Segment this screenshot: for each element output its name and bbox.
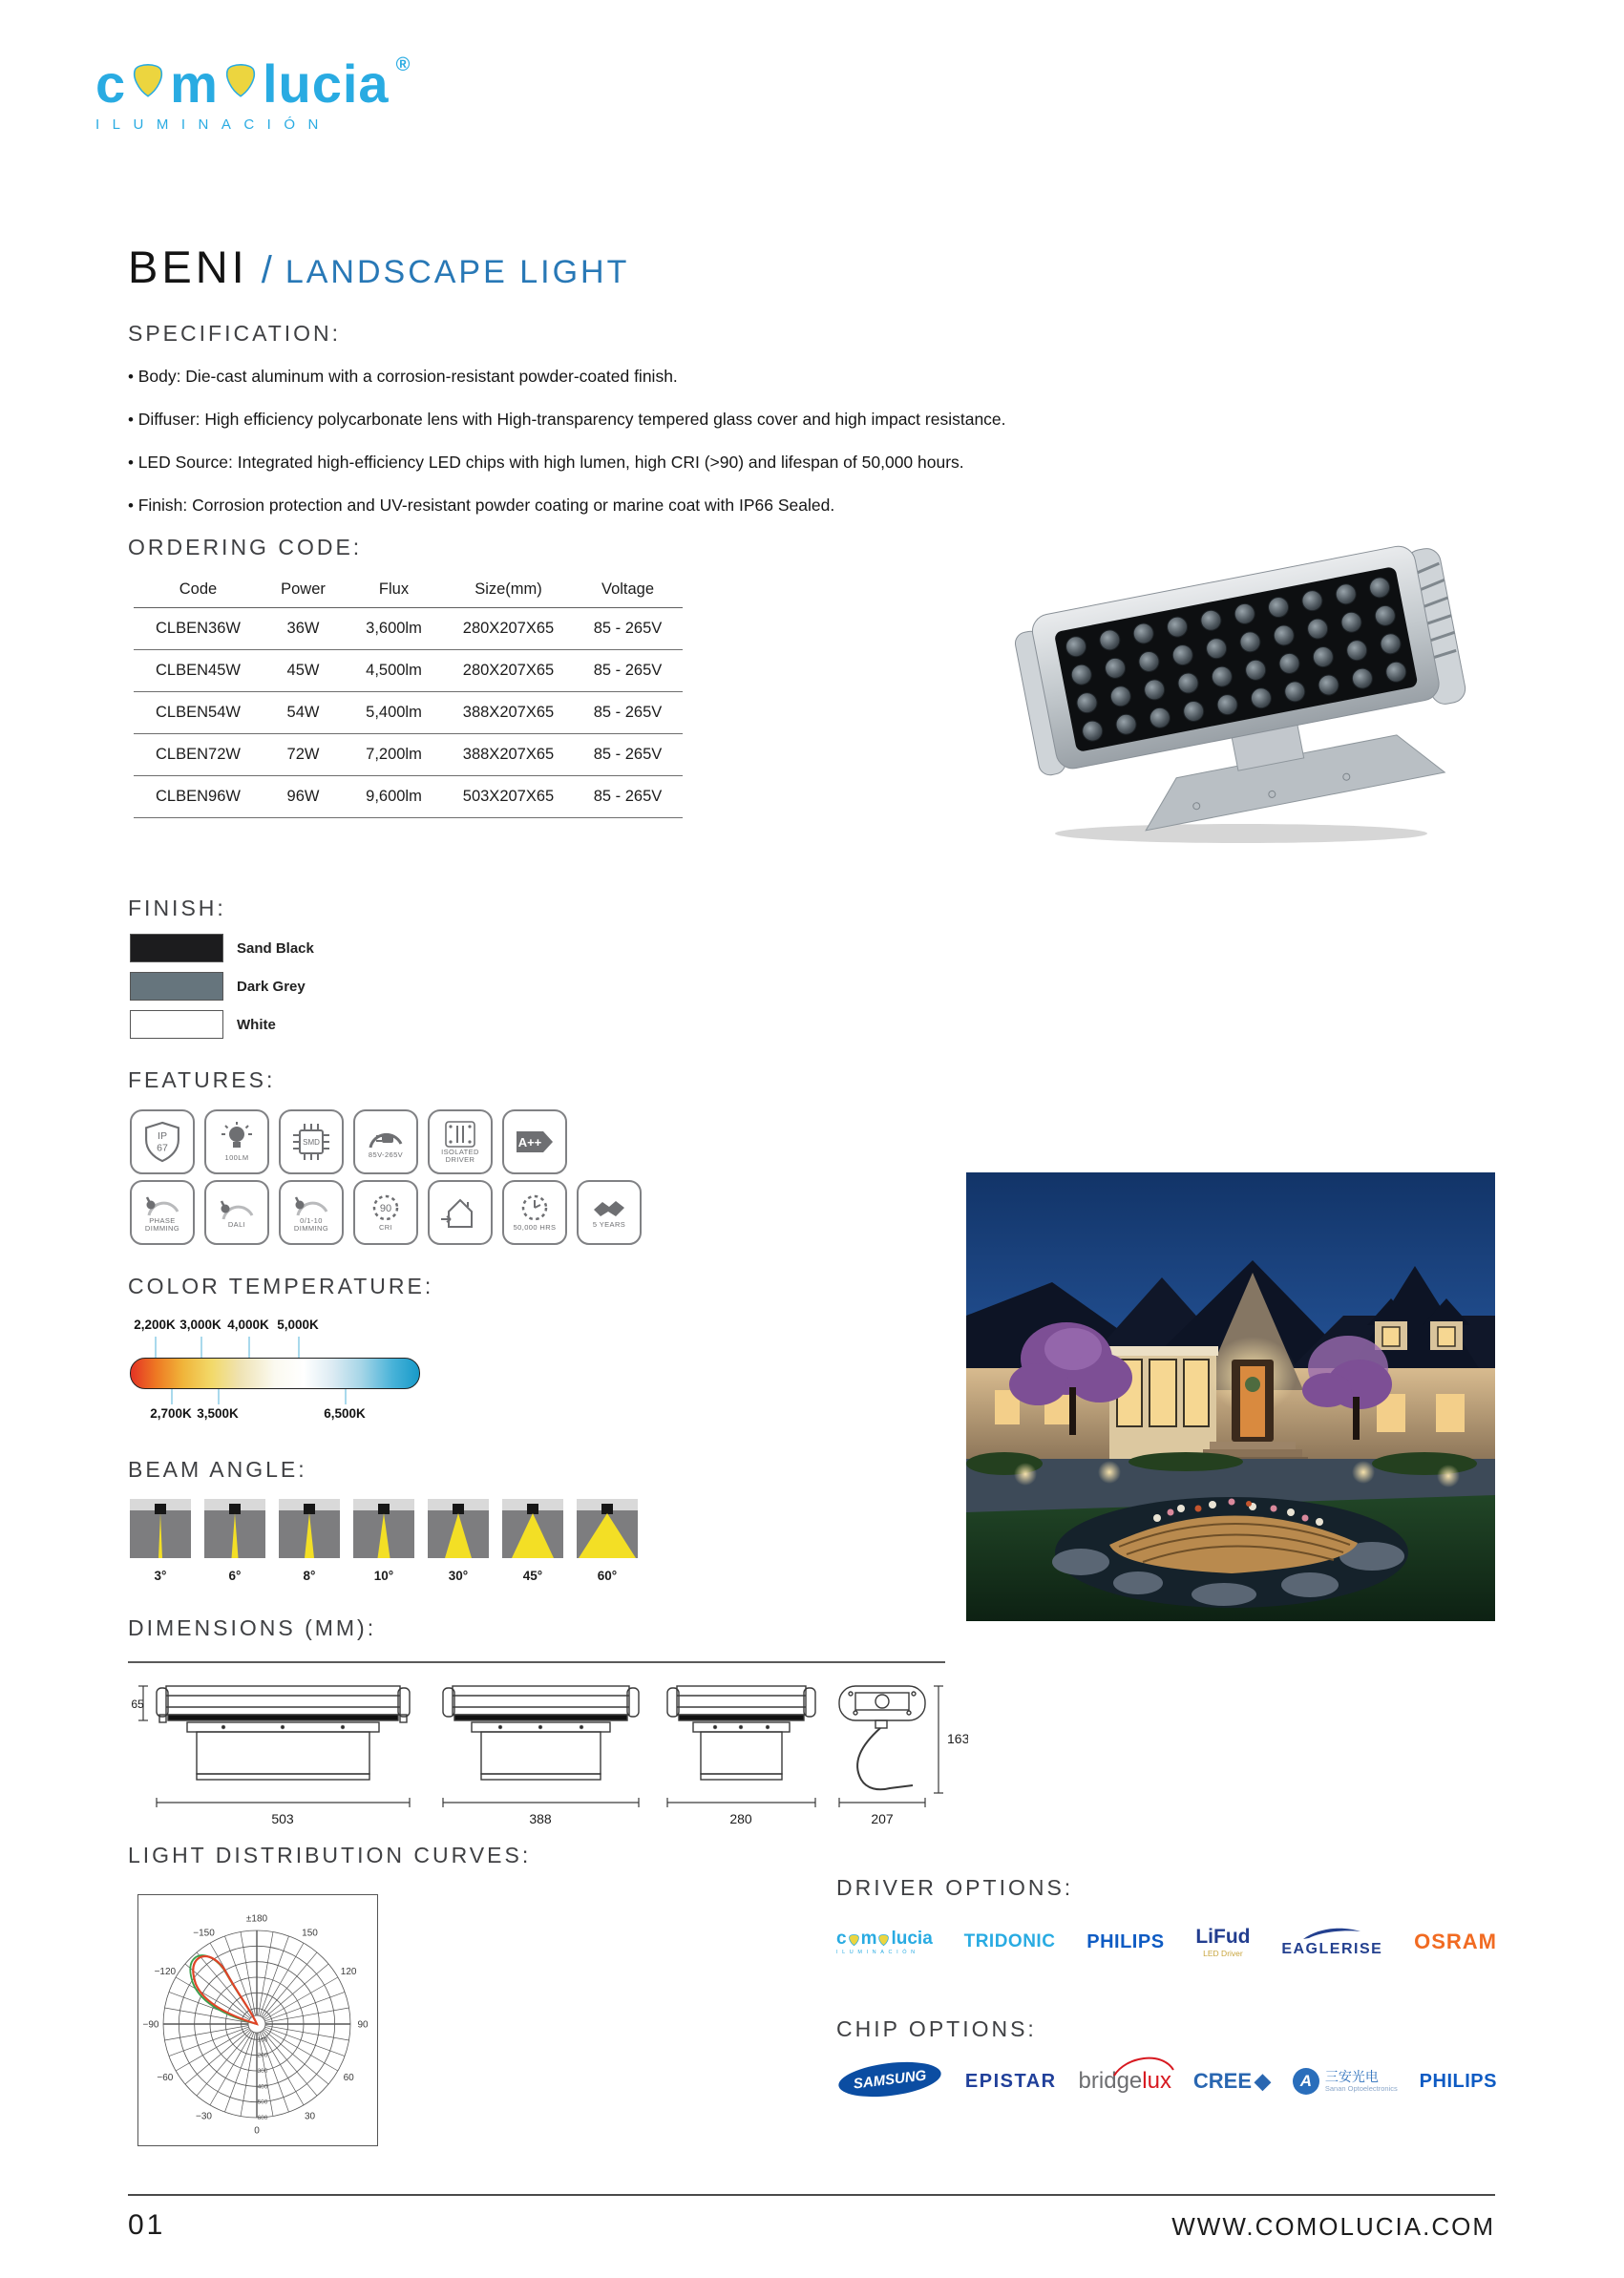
- feature-caption: 85V-265V: [368, 1150, 404, 1159]
- beam-angle-heading: BEAM ANGLE:: [128, 1457, 307, 1482]
- cell-size: 388X207X65: [444, 734, 573, 776]
- dimmer-dial-icon: [143, 1192, 181, 1217]
- chip-icon: [290, 1121, 332, 1163]
- philips-logo: PHILIPS: [1419, 2070, 1497, 2092]
- beam-label: 6°: [228, 1569, 242, 1583]
- feature-smd: [279, 1109, 344, 1174]
- cell-flux: 7,200lm: [344, 734, 444, 776]
- driver-options-logos: [836, 1911, 1497, 1972]
- swatch-label: Dark Grey: [237, 978, 306, 995]
- beam-label: 60°: [597, 1569, 618, 1583]
- beam-tile-8: [279, 1499, 340, 1558]
- cell-voltage: 85 - 265V: [573, 608, 683, 650]
- feature-cri: [353, 1180, 418, 1245]
- feature-warranty: [577, 1180, 642, 1245]
- ct-label: 3,500K: [197, 1406, 239, 1421]
- cell-code: CLBEN54W: [134, 692, 263, 734]
- svg-text:IP: IP: [158, 1129, 167, 1142]
- dim-height: 65: [131, 1698, 144, 1711]
- feature-isolated-driver: [428, 1109, 493, 1174]
- driver-options-heading: DRIVER OPTIONS:: [836, 1875, 1074, 1900]
- feature-caption: CRI: [378, 1222, 393, 1232]
- feature-caption: ISOLATED DRIVER: [441, 1147, 479, 1164]
- dim-width-b: 388: [529, 1811, 552, 1826]
- cree-diamond-icon: ◆: [1255, 2069, 1271, 2093]
- specification-list: [128, 355, 1006, 527]
- svg-text:400: 400: [257, 2083, 268, 2091]
- beam-angle-tiles: [130, 1499, 638, 1558]
- feature-caption: 0/1-10 DIMMING: [293, 1215, 329, 1233]
- ct-tick: [171, 1389, 173, 1404]
- ct-label: 4,000K: [227, 1318, 269, 1332]
- finish-options: [130, 934, 314, 1048]
- cell-power: 36W: [263, 608, 344, 650]
- dimensions-heading: DIMENSIONS (MM):: [128, 1615, 377, 1640]
- finish-heading: FINISH:: [128, 896, 226, 920]
- brand-logo-word: [95, 53, 411, 114]
- dimmer-dial-icon: [292, 1192, 330, 1217]
- product-name: BENI: [128, 242, 248, 292]
- footer-website: WWW.COMOLUCIA.COM: [1171, 2212, 1495, 2241]
- bridgelux-arc-icon: [1112, 2055, 1179, 2078]
- beam-label: 10°: [373, 1569, 394, 1583]
- specification-heading: SPECIFICATION:: [128, 321, 342, 346]
- ct-tick: [248, 1337, 250, 1358]
- swatch-white: [130, 1010, 223, 1039]
- cell-flux: 5,400lm: [344, 692, 444, 734]
- cell-voltage: 85 - 265V: [573, 776, 683, 818]
- swatch-label: Sand Black: [237, 939, 314, 957]
- ct-tick: [155, 1337, 157, 1358]
- ct-label: 6,500K: [324, 1406, 366, 1421]
- ct-tick: [200, 1337, 202, 1358]
- cree-logo: CREE ◆: [1192, 2069, 1271, 2093]
- cell-flux: 9,600lm: [344, 776, 444, 818]
- cri-circle-icon: [369, 1193, 402, 1224]
- logo-letter: m: [170, 53, 219, 114]
- finish-option: [130, 1010, 314, 1039]
- ct-label: 5,000K: [277, 1318, 319, 1332]
- features-row-2: [130, 1180, 642, 1245]
- sanan-logo: A 三安光电 Sanan Optoelectronics: [1293, 2068, 1398, 2095]
- svg-text:±180: ±180: [245, 1913, 268, 1925]
- dimensions-rule: [128, 1661, 945, 1663]
- cell-code: CLBEN72W: [134, 734, 263, 776]
- feature-voltage: [353, 1109, 418, 1174]
- house-photo: [966, 1172, 1495, 1626]
- chip-options-logos: [836, 2051, 1497, 2112]
- features-heading: FEATURES:: [128, 1067, 276, 1092]
- title-separator: /: [261, 249, 272, 291]
- osram-logo: OSRAM: [1414, 1930, 1497, 1953]
- beam-tile-30: [428, 1499, 489, 1558]
- svg-text:600: 600: [257, 2115, 268, 2121]
- product-category: LANDSCAPE LIGHT: [285, 254, 630, 290]
- cell-size: 388X207X65: [444, 692, 573, 734]
- ordering-table: [134, 571, 683, 818]
- handshake-icon: [590, 1196, 628, 1221]
- logo-yellow-triangle-icon: [222, 55, 259, 109]
- svg-text:−150: −150: [193, 1928, 215, 1939]
- footer-page-number: 01: [128, 2209, 166, 2241]
- footer-rule: [128, 2194, 1495, 2196]
- cell-power: 45W: [263, 650, 344, 692]
- cell-flux: 4,500lm: [344, 650, 444, 692]
- cell-voltage: 85 - 265V: [573, 650, 683, 692]
- bridgelux-logo: bridgelux: [1079, 2068, 1171, 2095]
- svg-text:200: 200: [257, 2052, 268, 2059]
- cell-code: CLBEN45W: [134, 650, 263, 692]
- cell-size: 503X207X65: [444, 776, 573, 818]
- brand-tagline: ILUMINACIÓN: [95, 116, 331, 133]
- svg-text:A++: A++: [517, 1135, 542, 1150]
- swatch-sand-black: [130, 934, 223, 962]
- feature-caption: 5 YEARS: [592, 1219, 626, 1229]
- ct-tick: [298, 1337, 300, 1358]
- philips-logo: PHILIPS: [1086, 1930, 1165, 1952]
- svg-text:90: 90: [379, 1202, 392, 1214]
- beam-label: 3°: [154, 1569, 167, 1583]
- beam-tile-10: [353, 1499, 414, 1558]
- dim-side-height: 163: [947, 1731, 968, 1746]
- svg-text:−90: −90: [142, 2019, 159, 2031]
- features-row-1: [130, 1109, 567, 1174]
- svg-text:−30: −30: [196, 2111, 212, 2122]
- feature-100lm: [204, 1109, 269, 1174]
- feature-caption: 50,000 HRS: [513, 1222, 557, 1232]
- voltage-gauge-icon: [367, 1125, 405, 1151]
- beam-tile-45: [502, 1499, 563, 1558]
- registered-mark: ®: [395, 54, 411, 75]
- feature-caption: 100LM: [224, 1152, 249, 1162]
- isolated-driver-icon: [444, 1120, 476, 1149]
- cell-code: CLBEN96W: [134, 776, 263, 818]
- bulb-icon: [219, 1122, 255, 1154]
- cell-power: 72W: [263, 734, 344, 776]
- spec-bullet: • Body: Die-cast aluminum with a corrosion-resistant powder-coated finish.: [128, 355, 1006, 398]
- beam-tile-6: [204, 1499, 265, 1558]
- feature-outdoor-house: [428, 1180, 493, 1245]
- svg-text:500: 500: [257, 2099, 268, 2106]
- brand-logo: [95, 55, 411, 133]
- page-title: [128, 241, 629, 293]
- energy-label-icon: [515, 1129, 555, 1154]
- cell-voltage: 85 - 265V: [573, 734, 683, 776]
- col-header: Voltage: [573, 571, 683, 608]
- cell-size: 280X207X65: [444, 650, 573, 692]
- feature-energy-class: [502, 1109, 567, 1174]
- swatch-label: White: [237, 1016, 276, 1033]
- beam-tile-3: [130, 1499, 191, 1558]
- ct-label: 2,200K: [134, 1318, 176, 1332]
- svg-text:SAMSUNG: SAMSUNG: [852, 2066, 928, 2093]
- col-header: Flux: [344, 571, 444, 608]
- light-distribution-heading: LIGHT DISTRIBUTION CURVES:: [128, 1843, 532, 1867]
- col-header: Size(mm): [444, 571, 573, 608]
- cell-flux: 3,600lm: [344, 608, 444, 650]
- tridonic-logo: TRIDONIC: [963, 1931, 1056, 1951]
- cell-power: 96W: [263, 776, 344, 818]
- svg-text:SMD: SMD: [303, 1138, 320, 1147]
- dimmer-dial-icon: [218, 1196, 256, 1221]
- ct-tick: [218, 1389, 220, 1404]
- cell-code: CLBEN36W: [134, 608, 263, 650]
- clock-icon: [518, 1193, 551, 1224]
- light-distribution-chart: [137, 1894, 378, 2146]
- chip-options-heading: CHIP OPTIONS:: [836, 2016, 1037, 2041]
- sanan-a-icon: A: [1293, 2068, 1319, 2095]
- spec-bullet: • Diffuser: High efficiency polycarbonate lens with High-transparency tempered glass cover and high impact resistance.: [128, 398, 1006, 441]
- svg-text:150: 150: [302, 1928, 318, 1939]
- eaglerise-logo: EAGLERISE: [1281, 1926, 1382, 1958]
- feature-dali: [204, 1180, 269, 1245]
- feature-0-1-10-dimming: [279, 1180, 344, 1245]
- dim-width-d: 207: [871, 1811, 894, 1826]
- svg-text:−60: −60: [157, 2073, 174, 2083]
- color-temperature-heading: COLOR TEMPERATURE:: [128, 1274, 434, 1298]
- ct-tick: [345, 1389, 347, 1404]
- logo-letter: c: [95, 53, 127, 114]
- cell-voltage: 85 - 265V: [573, 692, 683, 734]
- svg-text:120: 120: [340, 1967, 357, 1977]
- ct-label: 3,000K: [179, 1318, 221, 1332]
- lifud-logo: LiFud LED Driver: [1195, 1925, 1251, 1958]
- beam-label: 45°: [522, 1569, 543, 1583]
- svg-text:90: 90: [357, 2019, 369, 2031]
- swatch-dark-grey: [130, 972, 223, 1001]
- feature-caption: PHASE DIMMING: [144, 1215, 180, 1233]
- svg-text:300: 300: [257, 2068, 268, 2075]
- beam-label: 8°: [303, 1569, 316, 1583]
- finish-option: [130, 972, 314, 1001]
- feature-phase-dimming: [130, 1180, 195, 1245]
- finish-option: [130, 934, 314, 962]
- logo-letter: lucia: [262, 53, 390, 114]
- svg-text:−120: −120: [154, 1967, 177, 1977]
- color-temperature-bar: [130, 1358, 420, 1389]
- comolucia-logo: c m lucia ILUMINACIÓN: [836, 1928, 933, 1955]
- svg-text:67: 67: [157, 1142, 168, 1154]
- col-header: Power: [263, 571, 344, 608]
- beam-label: 30°: [448, 1569, 469, 1583]
- shield-icon: [144, 1120, 180, 1164]
- svg-text:60: 60: [343, 2073, 354, 2083]
- epistar-logo: EPISTAR: [964, 2070, 1057, 2092]
- samsung-logo: [836, 2059, 943, 2104]
- product-photo: [983, 523, 1499, 853]
- svg-text:0: 0: [254, 2125, 260, 2137]
- eaglerise-swoosh-icon: [1299, 1926, 1364, 1941]
- dim-width-a: 503: [271, 1811, 294, 1826]
- beam-tile-60: [577, 1499, 638, 1558]
- color-temperature-scale: [130, 1318, 445, 1432]
- svg-text:30: 30: [304, 2111, 316, 2122]
- dim-width-c: 280: [729, 1811, 752, 1826]
- house-icon: [441, 1194, 479, 1231]
- feature-ip67: [130, 1109, 195, 1174]
- dimension-drawings: [128, 1669, 968, 1841]
- cell-power: 54W: [263, 692, 344, 734]
- ct-label: 2,700K: [150, 1406, 192, 1421]
- beam-angle-labels: [130, 1568, 651, 1585]
- spec-bullet: • LED Source: Integrated high-efficiency LED chips with high lumen, high CRI (>90) and lifespan of 50,000 hours.: [128, 441, 1006, 484]
- svg-text:100: 100: [257, 2036, 268, 2044]
- logo-yellow-triangle-icon: [130, 55, 166, 109]
- feature-lifespan: [502, 1180, 567, 1245]
- ordering-code-heading: ORDERING CODE:: [128, 535, 363, 559]
- spec-bullet: • Finish: Corrosion protection and UV-resistant powder coating or marine coat with IP66 Sealed.: [128, 484, 1006, 527]
- col-header: Code: [134, 571, 263, 608]
- cell-size: 280X207X65: [444, 608, 573, 650]
- feature-caption: DALI: [227, 1219, 246, 1229]
